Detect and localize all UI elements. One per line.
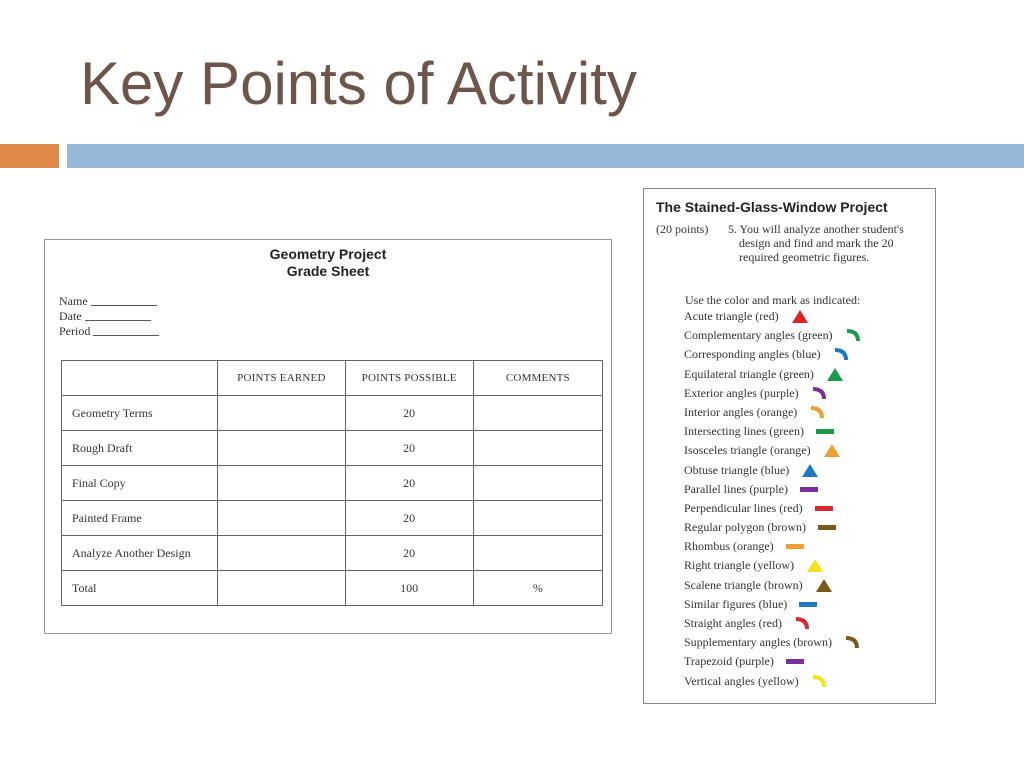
bar-icon [800, 482, 818, 497]
legend-label: Interior angles (orange) [684, 404, 798, 419]
table-row [62, 571, 603, 606]
header-item [62, 361, 218, 396]
cell-item: Painted Frame [62, 501, 218, 536]
legend-item [684, 537, 934, 556]
triangle-icon [815, 578, 833, 593]
stained-glass-points: (20 points) [656, 222, 709, 236]
legend-label: Vertical angles (yellow) [684, 673, 799, 688]
arc-icon [833, 347, 851, 362]
cell-points-possible: 20 [345, 396, 473, 431]
cell-points-possible: 20 [345, 431, 473, 466]
arc-icon [811, 674, 829, 689]
legend-item [684, 403, 934, 422]
grade-table [61, 360, 603, 606]
period-blank [93, 324, 159, 336]
legend-label: Intersecting lines (green) [684, 424, 804, 439]
cell-comments [473, 536, 602, 571]
legend-label: Complementary angles (green) [684, 328, 833, 343]
accent-bar [0, 144, 59, 168]
triangle-icon [806, 558, 824, 573]
arc-icon [794, 616, 812, 631]
bar-icon [799, 597, 817, 612]
legend-label: Isosceles triangle (orange) [684, 443, 811, 458]
legend-item [684, 422, 934, 441]
cell-comments: % [473, 571, 602, 606]
legend-label: Trapezoid (purple) [684, 654, 774, 669]
legend-item [684, 576, 934, 595]
legend-label: Corresponding angles (blue) [684, 347, 821, 362]
grade-sheet-title-line2: Grade Sheet [286, 263, 370, 279]
legend-item [684, 345, 934, 364]
period-label: Period [59, 324, 91, 338]
legend-item [684, 326, 934, 345]
legend-item [684, 441, 934, 460]
title-underline-bar [67, 144, 1024, 168]
legend-label: Supplementary angles (brown) [684, 635, 832, 650]
cell-points-possible: 20 [345, 536, 473, 571]
legend-heading: Use the color and mark as indicated: [685, 293, 861, 307]
period-field [59, 324, 159, 339]
legend-item [684, 365, 934, 384]
legend-item [684, 556, 934, 575]
cell-item: Rough Draft [62, 431, 218, 466]
arc-icon [809, 405, 827, 420]
cell-item: Analyze Another Design [62, 536, 218, 571]
cell-item: Final Copy [62, 466, 218, 501]
table-row [62, 466, 603, 501]
legend-item [684, 518, 934, 537]
bar-icon [815, 501, 833, 516]
legend-item [684, 384, 934, 403]
cell-item: Geometry Terms [62, 396, 218, 431]
arc-icon [845, 328, 863, 343]
legend-label: Scalene triangle (brown) [684, 577, 803, 592]
legend-item [684, 614, 934, 633]
cell-points-possible: 100 [345, 571, 473, 606]
date-blank [85, 309, 151, 321]
triangle-icon [823, 443, 841, 458]
grade-table-header [62, 361, 603, 396]
legend-item [684, 652, 934, 671]
stained-glass-instruction: 5. You will analyze another student's design and find and mark the 20 required geometric figures. [728, 222, 904, 264]
legend-label: Parallel lines (purple) [684, 481, 788, 496]
arc-icon [811, 386, 829, 401]
cell-points-possible: 20 [345, 466, 473, 501]
arc-icon [844, 635, 862, 650]
student-fields [59, 294, 159, 339]
cell-points-earned [218, 396, 345, 431]
name-field [59, 294, 159, 309]
cell-comments [473, 431, 602, 466]
legend-item [684, 461, 934, 480]
triangle-icon [791, 309, 809, 324]
grade-sheet-title [45, 246, 611, 280]
legend-item [684, 480, 934, 499]
header-points-possible: POINTS POSSIBLE [345, 361, 473, 396]
legend-label: Regular polygon (brown) [684, 520, 806, 535]
bar-icon [818, 520, 836, 535]
bar-icon [786, 654, 804, 669]
table-row [62, 396, 603, 431]
legend-label: Right triangle (yellow) [684, 558, 794, 573]
legend-item [684, 633, 934, 652]
legend-label: Equilateral triangle (green) [684, 366, 814, 381]
table-row [62, 536, 603, 571]
name-label: Name [59, 294, 88, 308]
cell-comments [473, 396, 602, 431]
cell-points-earned [218, 466, 345, 501]
cell-points-earned [218, 501, 345, 536]
name-blank [91, 294, 157, 306]
cell-comments [473, 501, 602, 536]
header-points-earned: POINTS EARNED [218, 361, 345, 396]
cell-points-possible: 20 [345, 501, 473, 536]
legend-item [684, 595, 934, 614]
legend-label: Similar figures (blue) [684, 596, 788, 611]
legend-item [684, 672, 934, 691]
legend-label: Exterior angles (purple) [684, 385, 799, 400]
bar-icon [816, 424, 834, 439]
date-label: Date [59, 309, 82, 323]
date-field [59, 309, 159, 324]
legend-list [684, 307, 934, 691]
triangle-icon [801, 463, 819, 478]
legend-label: Acute triangle (red) [684, 309, 779, 323]
slide-title: Key Points of Activity [80, 50, 637, 117]
bar-icon [786, 539, 804, 554]
table-row [62, 501, 603, 536]
legend-item [684, 499, 934, 518]
cell-points-earned [218, 431, 345, 466]
header-comments: COMMENTS [473, 361, 602, 396]
legend-label: Straight angles (red) [684, 616, 782, 630]
legend-label: Perpendicular lines (red) [684, 500, 803, 515]
grade-sheet [44, 239, 612, 634]
legend-label: Obtuse triangle (blue) [684, 462, 790, 477]
legend-label: Rhombus (orange) [684, 539, 774, 554]
stained-glass-title: The Stained-Glass-Window Project [656, 199, 888, 215]
triangle-icon [826, 367, 844, 382]
cell-item: Total [62, 571, 218, 606]
cell-points-earned [218, 571, 345, 606]
legend-item [684, 307, 934, 326]
cell-points-earned [218, 536, 345, 571]
table-row [62, 431, 603, 466]
cell-comments [473, 466, 602, 501]
grade-sheet-title-line1: Geometry Project [269, 246, 387, 262]
stained-glass-card [643, 188, 936, 704]
